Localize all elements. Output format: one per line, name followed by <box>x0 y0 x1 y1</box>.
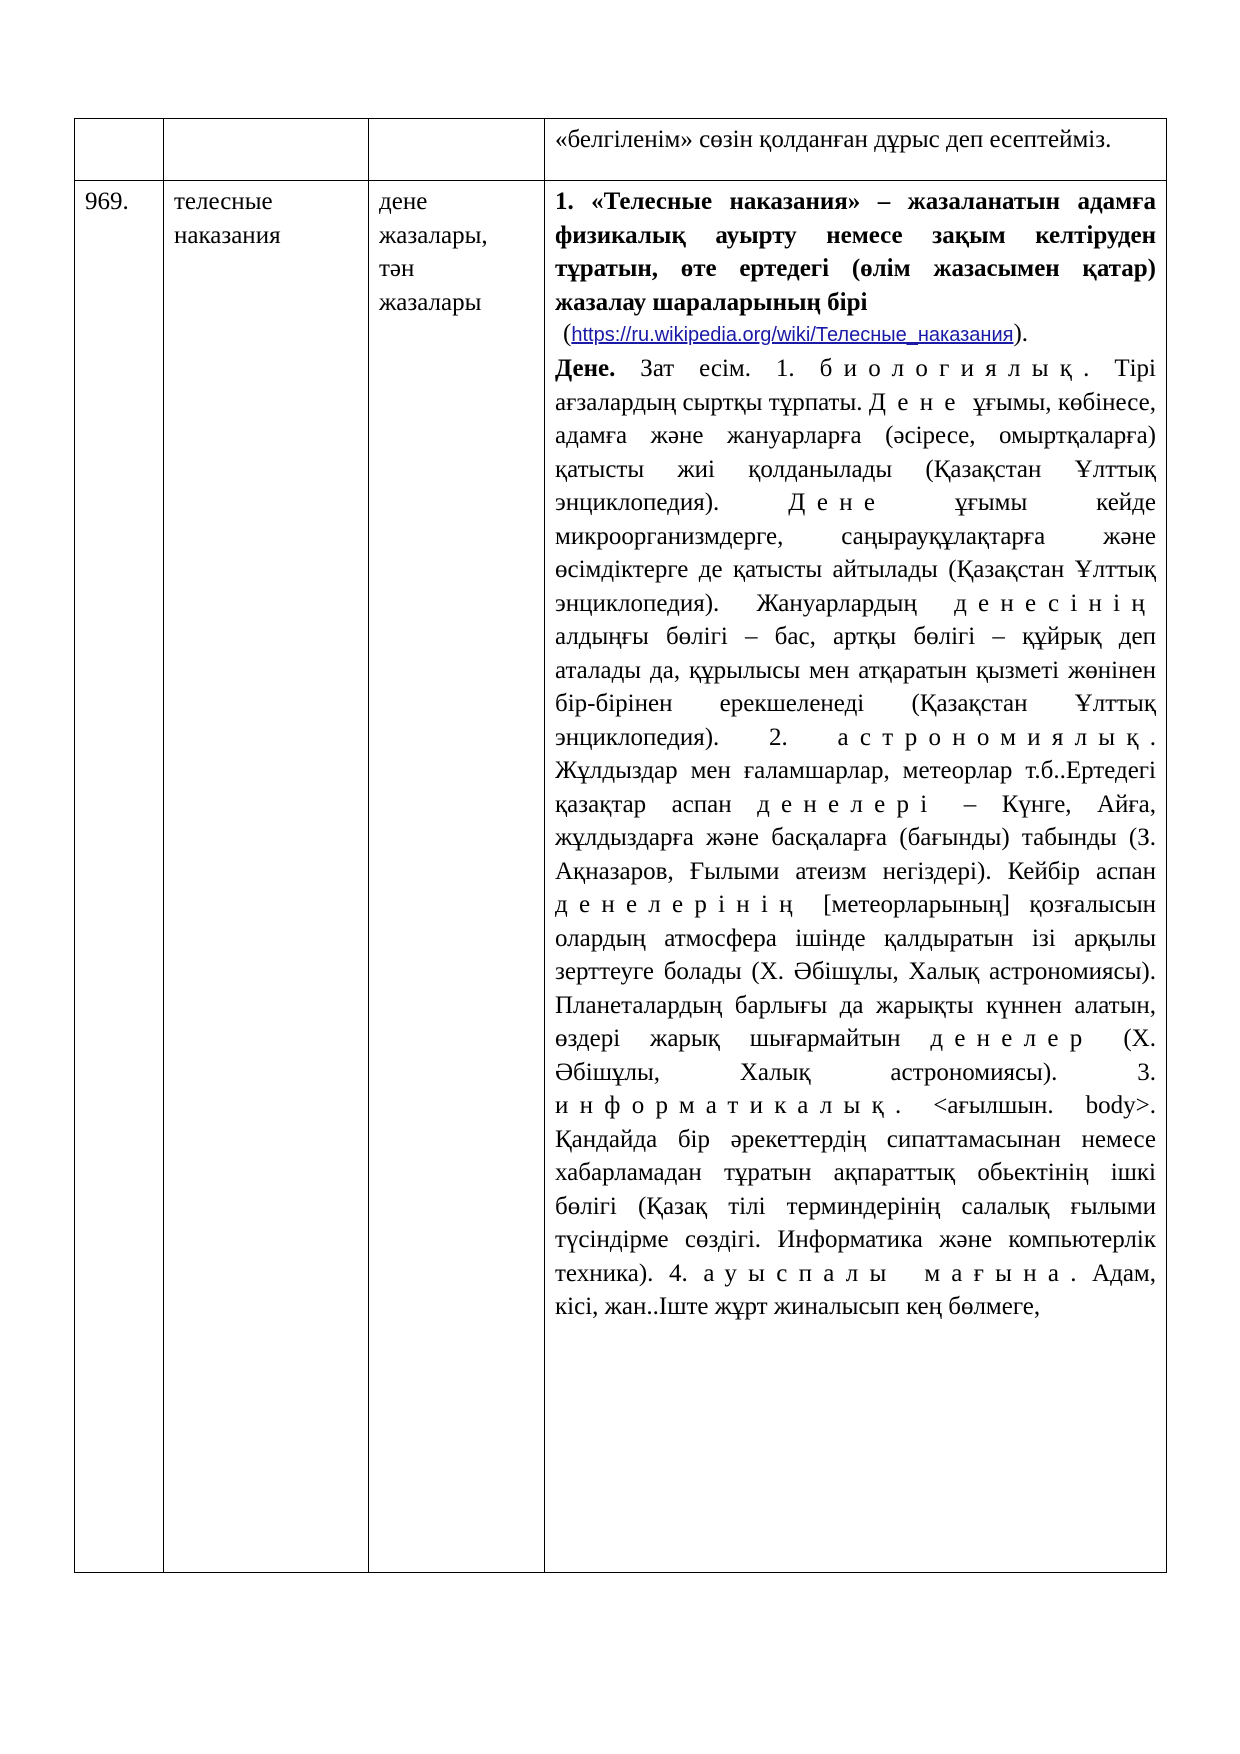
spaced-emphasis: денесінің <box>954 589 1156 617</box>
row-number-cell <box>75 119 164 181</box>
spaced-emphasis: Дене <box>868 388 967 416</box>
kazakh-term-cell <box>369 119 545 181</box>
dictionary-entry: Дене. Зат есім. 1. биологиялық. Тірі ағзалардың сыртқы тұрпаты. Дене ұғымы, көбінесе, адамға және жануарларға (әсіресе, омыртқаларға) қатысты жиі қолданылады (Қазақстан Ұлттық энциклопедия). Дене ұғымы кейде микроорганизмдерге, саңырауқұлақтарға және өсімдіктерге де қатысты айтылады (Қазақстан Ұлттық энциклопедия). Жануарлардың денесінің алдыңғы бөлігі – бас, артқы бөлігі – құйрық деп аталады да, құрылысы мен атқаратын қызметі жөнінен бір-бірінен ерекшеленеді (Қазақстан Ұлттық энциклопедия). 2. астрономиялық. Жұлдыздар мен ғаламшарлар, метеорлар т.б..Ертедегі қазақтар аспан денелері – Күнге, Айға, жұлдыздарға және басқаларға (бағынды) табынды (З. Ақназаров, Ғылыми атеизм негіздері). Кейбір аспан денелерінің [метеорларының] қозғалысын олардың атмосфера ішінде қалдыратын ізі арқылы зерттеуге болады (Х. Әбішұлы, Халық астрономиясы). Планеталардың барлығы да жарықты күннен алатын, өздері жарық шығармайтын денелер (Х. Әбішұлы, Халық астрономиясы). 3. информатикалық. <ағылшын. body>. Қандайда бір әрекеттердің сипаттамасынан немесе хабарламадан тұратын ақпараттық обьектінің ішкі бөлігі (Қазақ тілі терминдерінің салалық ғылыми түсіндірме сөздігі. Информатика және компьютерлік техника). 4. ауыспалы мағына. Адам, кісі, жан..Іште жұрт жиналысып кең бөлмеге, <box>555 355 1157 1320</box>
source-open-paren: ( <box>563 320 572 347</box>
spaced-emphasis: Дене <box>788 489 887 516</box>
spaced-emphasis: денелері <box>757 790 939 818</box>
spaced-emphasis: денелер <box>930 1025 1094 1052</box>
wikipedia-link[interactable]: https://ru.wikipedia.org/wiki/Телесные_наказания <box>571 324 1014 346</box>
table-row <box>75 181 1167 1573</box>
kazakh-term-cell <box>369 181 545 1573</box>
terminology-table <box>74 118 1167 1573</box>
russian-term-cell <box>164 119 369 181</box>
row-number-cell: 969. <box>75 181 164 1573</box>
definition-heading: 1. «Телесные наказания» – жазаланатын адамға физикалық ауырту немесе зақым келтіруден тұратын, өте ертедегі (өлім жазасымен қатар) жазалау шараларының бірі <box>555 188 1156 316</box>
spaced-emphasis: астрономиялық <box>837 723 1150 751</box>
spaced-emphasis: денелерінің <box>555 891 804 918</box>
kazakh-term-line: дене <box>379 188 428 215</box>
source-close-paren: ). <box>1013 320 1029 347</box>
kazakh-term-line: тән <box>379 255 415 282</box>
source-line <box>555 319 1156 350</box>
definition-cell <box>545 181 1167 1573</box>
kazakh-term-line: жазалары <box>379 288 482 316</box>
definition-cell: «белгіленім» сөзін қолданған дұрыс деп есептейміз. <box>545 119 1167 181</box>
spaced-emphasis: информатикалық <box>555 1092 895 1119</box>
table-row <box>75 119 1167 181</box>
kazakh-term-line: жазалары, <box>379 221 488 249</box>
spaced-emphasis: ауыспалы мағына <box>703 1259 1071 1287</box>
spaced-emphasis: биологиялық <box>819 355 1084 382</box>
entry-headword: Дене. <box>555 355 616 382</box>
russian-term-cell: телесные наказания <box>164 181 369 1573</box>
